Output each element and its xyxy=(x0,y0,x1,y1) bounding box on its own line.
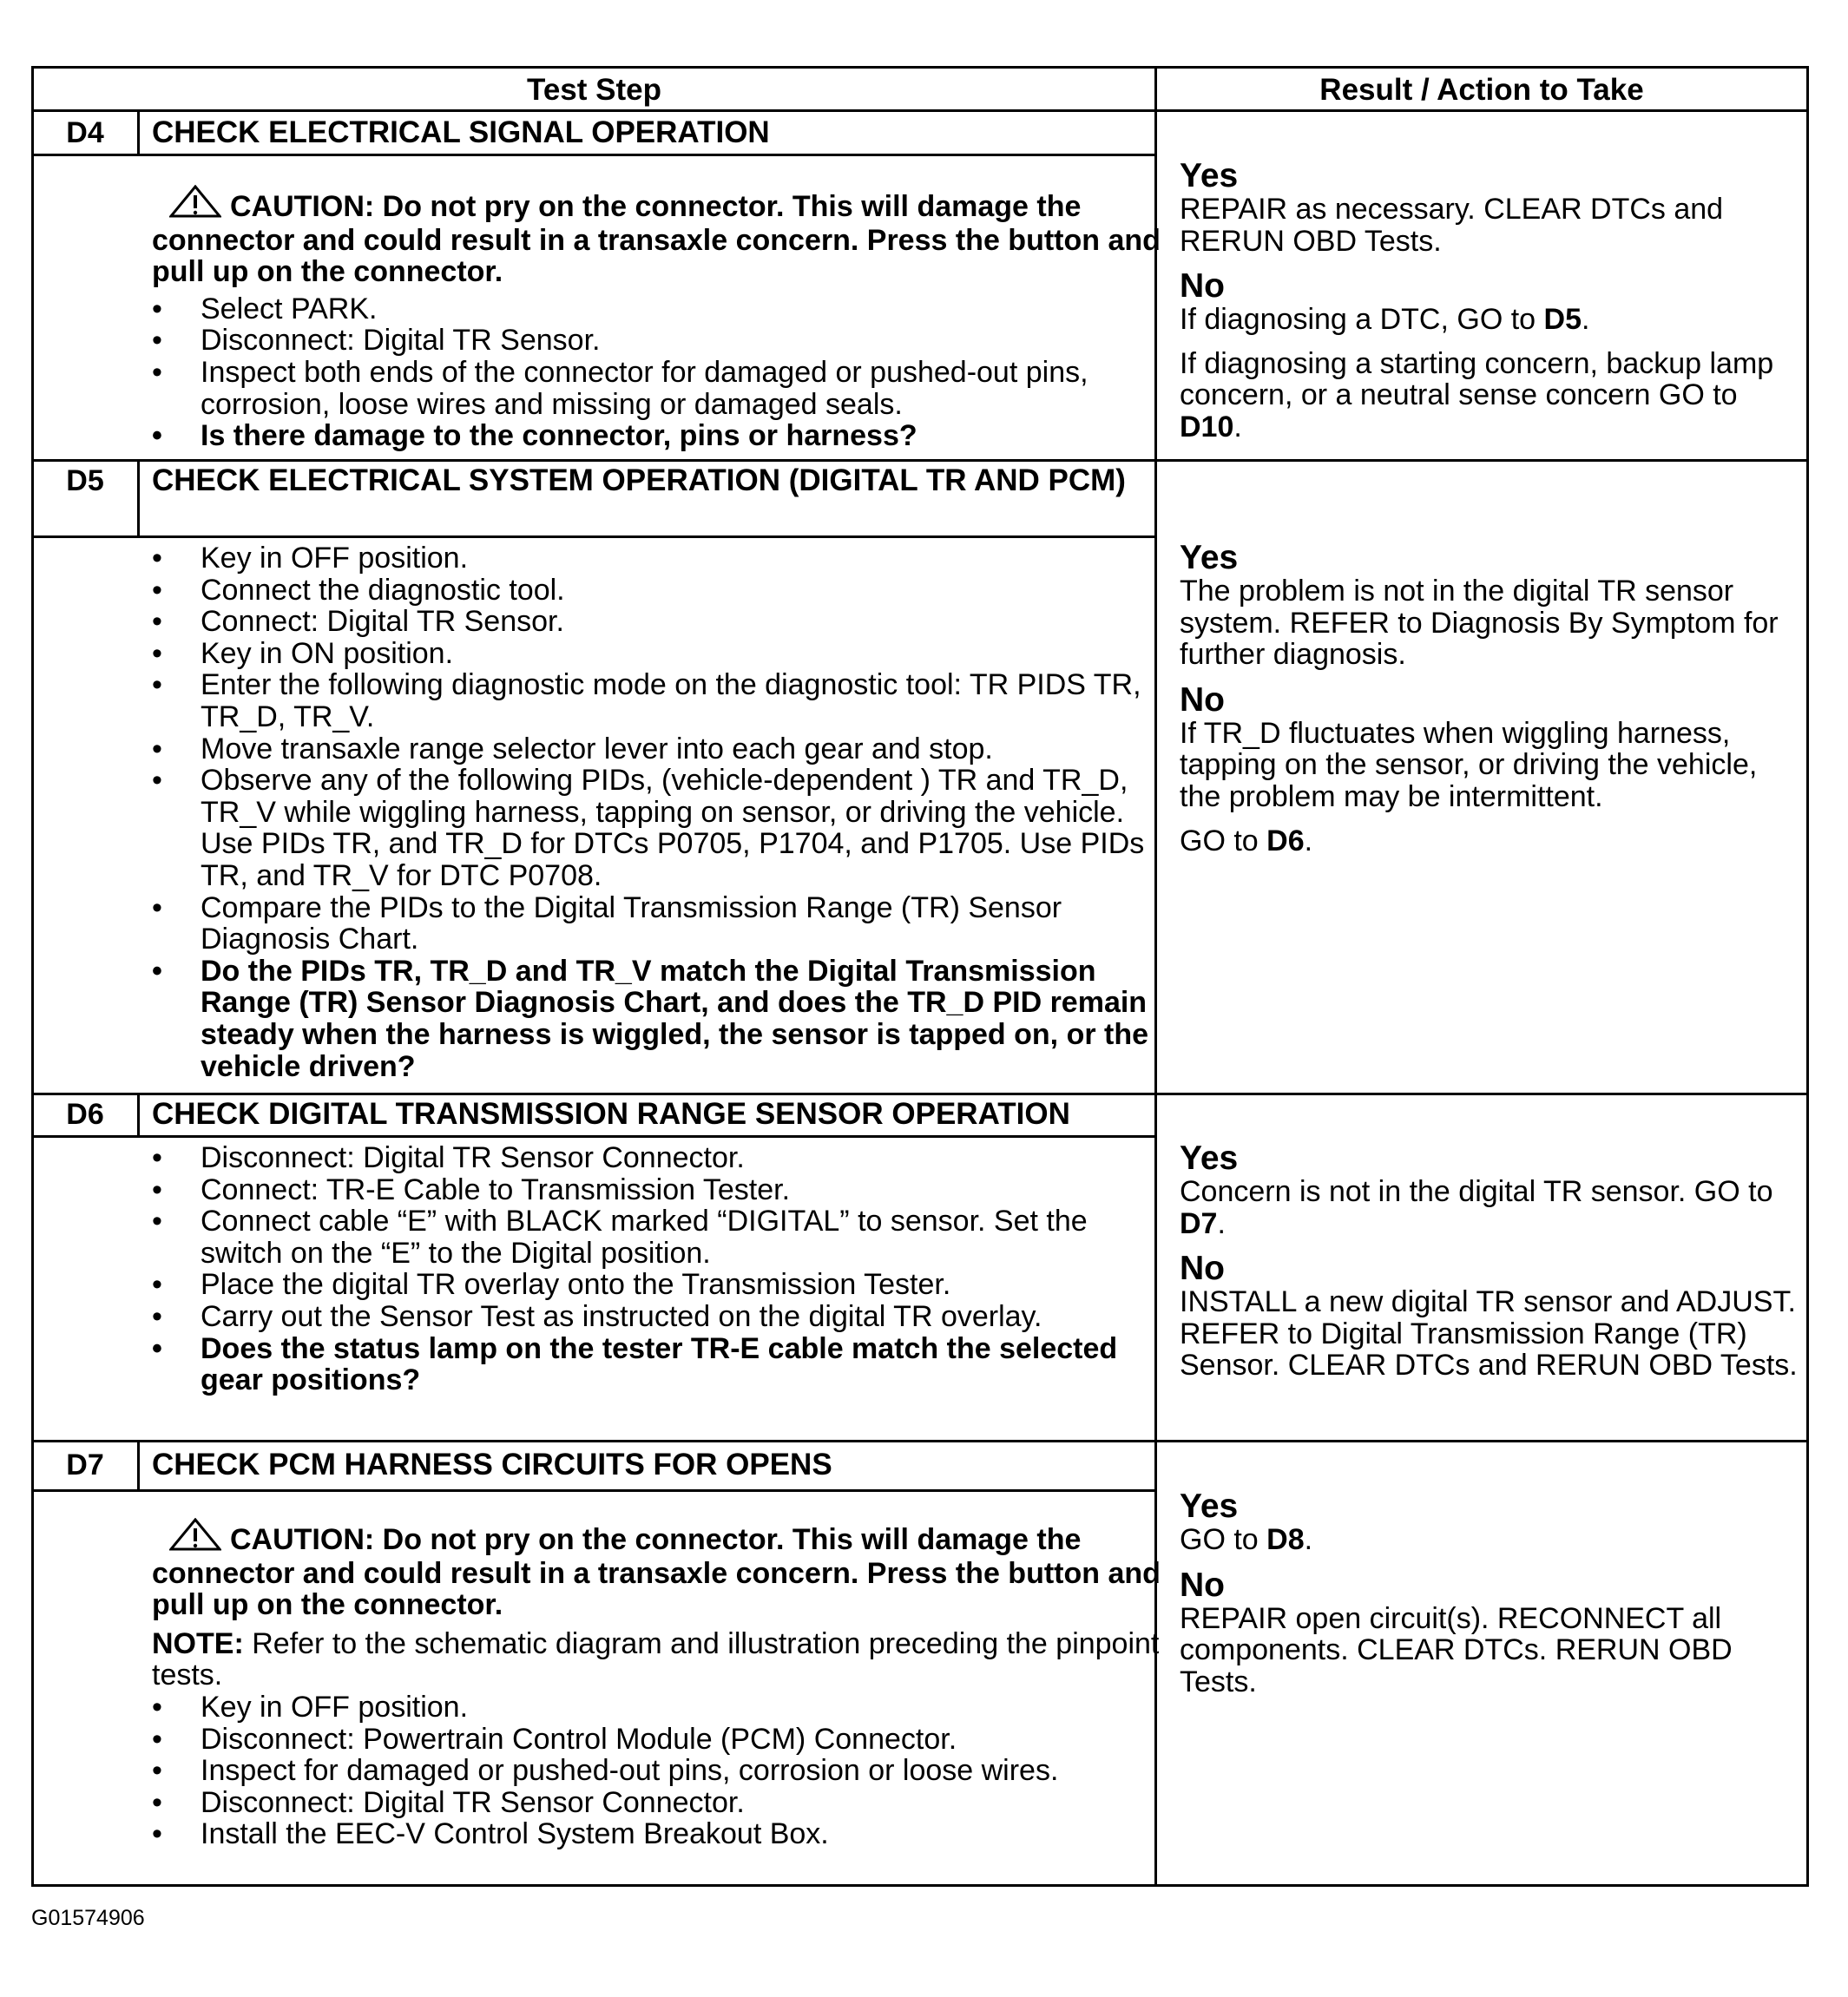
list-item: • Connect: Digital TR Sensor. xyxy=(152,606,1167,638)
step-id-d6: D6 xyxy=(66,1098,104,1131)
list-item: • Key in OFF position. xyxy=(152,542,1167,575)
step-body-d4 xyxy=(152,185,1167,452)
yes-label-d6: Yes xyxy=(1180,1140,1239,1177)
caution-d4 xyxy=(152,185,1167,288)
d5-title-divider xyxy=(34,535,1154,538)
list-item: • Key in ON position. xyxy=(152,638,1167,670)
step-reference: D6 xyxy=(1266,824,1305,857)
punctuation: . xyxy=(1233,410,1242,443)
d6-title-divider xyxy=(34,1135,1154,1138)
step-body-d7 xyxy=(152,1518,1167,1850)
punctuation: . xyxy=(1304,824,1313,857)
question-d6: • Does the status lamp on the tester TR-E cable match the selected gear positions? xyxy=(152,1333,1167,1396)
no-text-d6: INSTALL a new digital TR sensor and ADJUST. REFER to Digital Transmission Range (TR) Sensor. CLEAR DTCs and RERUN OBD Tests. xyxy=(1180,1285,1798,1383)
result-d7 xyxy=(1180,1489,1805,1698)
d4-row-divider xyxy=(34,459,1806,462)
note-d7 xyxy=(152,1628,1167,1692)
d5-row-divider xyxy=(34,1093,1806,1095)
diagnostic-table xyxy=(31,66,1809,1887)
caution-d7 xyxy=(152,1518,1167,1621)
yes-label-d4: Yes xyxy=(1180,157,1239,194)
question-d4: • Is there damage to the connector, pins or harness? xyxy=(152,420,1167,452)
step-reference: D8 xyxy=(1266,1523,1305,1556)
list-item: • Disconnect: Powertrain Control Module (PCM) Connector. xyxy=(152,1724,1167,1756)
step-reference: D7 xyxy=(1180,1206,1218,1240)
step-title-d5: CHECK ELECTRICAL SYSTEM OPERATION (DIGITAL TR AND PCM) xyxy=(152,463,1126,497)
note-label: NOTE: xyxy=(152,1626,244,1660)
no-text-d7: REPAIR open circuit(s). RECONNECT all components. CLEAR DTCs. RERUN OBD Tests. xyxy=(1180,1601,1733,1698)
bullets-d6 xyxy=(152,1142,1167,1396)
list-item: • Connect the diagnostic tool. xyxy=(152,575,1167,607)
result-d5 xyxy=(1180,541,1805,857)
step-reference: D5 xyxy=(1543,303,1582,337)
question-d5: • Do the PIDs TR, TR_D and TR_V match the Digital Transmission Range (TR) Sensor Diagnosis Chart, and does the TR_D PID remain steady when the harness is wiggled, the sensor is tapped on, or the vehicle driven? xyxy=(152,956,1167,1082)
d5-id-divider xyxy=(137,459,140,535)
note-text: Refer to the schematic diagram and illustration preceding the pinpoint tests. xyxy=(152,1626,1160,1692)
list-item: • Compare the PIDs to the Digital Transmission Range (TR) Sensor Diagnosis Chart. xyxy=(152,892,1167,956)
step-reference: D10 xyxy=(1180,410,1234,443)
header-result: Result / Action to Take xyxy=(1319,73,1644,107)
warning-triangle-icon xyxy=(169,185,221,225)
result-d6 xyxy=(1180,1141,1805,1382)
list-item: • Connect cable “E” with BLACK marked “DIGITAL” to sensor. Set the switch on the “E” to the Digital position. xyxy=(152,1205,1167,1269)
no-text-d5: If TR_D fluctuates when wiggling harness, tapping on the sensor, or driving the vehicle, the problem may be intermittent. xyxy=(1180,716,1758,813)
no-text: If diagnosing a starting concern, backup lamp concern, or a neutral sense concern GO to xyxy=(1180,346,1774,412)
list-item: • Disconnect: Digital TR Sensor Connector. xyxy=(152,1142,1167,1174)
list-item: • Carry out the Sensor Test as instructed on the digital TR overlay. xyxy=(152,1301,1167,1333)
d6-id-divider xyxy=(137,1093,140,1135)
yes-label-d7: Yes xyxy=(1180,1488,1239,1525)
yes-label-d5: Yes xyxy=(1180,539,1239,576)
no-text: If diagnosing a DTC, GO to xyxy=(1180,303,1544,337)
list-item: • Connect: TR-E Cable to Transmission Tester. xyxy=(152,1174,1167,1206)
step-id-d5: D5 xyxy=(66,464,104,497)
list-item: • Select PARK. xyxy=(152,293,1167,325)
yes-text-d4: REPAIR as necessary. CLEAR DTCs and RERUN OBD Tests. xyxy=(1180,193,1724,258)
list-item: • Enter the following diagnostic mode on the diagnostic tool: TR PIDS TR, TR_D, TR_V. xyxy=(152,669,1167,732)
d6-row-divider xyxy=(34,1440,1806,1442)
list-item: • Install the EEC-V Control System Breakout Box. xyxy=(152,1818,1167,1850)
caution-text-d4: CAUTION: Do not pry on the connector. This will damage the connector and could result in a transaxle concern. Press the button and pull up on the connector. xyxy=(152,190,1161,289)
list-item: • Inspect both ends of the connector for damaged or pushed-out pins, corrosion, loose wires and missing or damaged seals. xyxy=(152,357,1167,420)
figure-id: G01574906 xyxy=(31,1906,145,1930)
list-item: • Place the digital TR overlay onto the Transmission Tester. xyxy=(152,1269,1167,1301)
yes-text-d7 xyxy=(1180,1524,1805,1556)
caution-text-d7: CAUTION: Do not pry on the connector. This will damage the connector and could result in a transaxle concern. Press the button and pull up on the connector. xyxy=(152,1523,1161,1622)
no-label-d5: No xyxy=(1180,680,1225,719)
bullets-d7 xyxy=(152,1692,1167,1850)
list-item: • Disconnect: Digital TR Sensor Connector. xyxy=(152,1787,1167,1819)
list-item: • Key in OFF position. xyxy=(152,1692,1167,1724)
warning-triangle-icon xyxy=(169,1518,221,1558)
yes-text-d6 xyxy=(1180,1176,1805,1239)
step-title-d4: CHECK ELECTRICAL SIGNAL OPERATION xyxy=(152,115,770,149)
step-body-d5 xyxy=(152,542,1167,1082)
no-label-d7: No xyxy=(1180,1566,1225,1604)
no-label-d4: No xyxy=(1180,267,1225,305)
list-item: • Disconnect: Digital TR Sensor. xyxy=(152,325,1167,357)
step-title-d7: CHECK PCM HARNESS CIRCUITS FOR OPENS xyxy=(152,1448,832,1481)
no-text-d4-1 xyxy=(1180,304,1805,336)
d4-id-divider xyxy=(137,109,140,154)
no-text-d4-2 xyxy=(1180,348,1805,443)
punctuation: . xyxy=(1582,303,1590,337)
punctuation: . xyxy=(1217,1206,1226,1240)
list-item: • Inspect for damaged or pushed-out pins, corrosion or loose wires. xyxy=(152,1755,1167,1787)
list-item: • Observe any of the following PIDs, (vehicle-dependent ) TR and TR_D, TR_V while wiggling harness, tapping on sensor, or driving the vehicle. Use PIDs TR, and TR_D for DTCs P0705, P1704, and P1705. Use PIDs TR, and TR_V for DTC P0708. xyxy=(152,765,1167,891)
d7-title-divider xyxy=(34,1489,1154,1492)
yes-text-d5: The problem is not in the digital TR sensor system. REFER to Diagnosis By Symptom for further diagnosis. xyxy=(1180,575,1779,672)
d7-id-divider xyxy=(137,1440,140,1489)
goto-d5 xyxy=(1180,825,1805,857)
punctuation: . xyxy=(1304,1523,1313,1556)
yes-text: GO to xyxy=(1180,1523,1267,1556)
result-d4 xyxy=(1180,159,1805,443)
step-id-d7: D7 xyxy=(66,1448,104,1481)
goto-text: GO to xyxy=(1180,824,1267,857)
yes-text: Concern is not in the digital TR sensor. GO to xyxy=(1180,1175,1773,1208)
step-title-d6: CHECK DIGITAL TRANSMISSION RANGE SENSOR OPERATION xyxy=(152,1097,1070,1131)
no-label-d6: No xyxy=(1180,1250,1225,1288)
d4-title-divider xyxy=(34,154,1154,156)
list-item: • Move transaxle range selector lever into each gear and stop. xyxy=(152,733,1167,765)
step-body-d6 xyxy=(152,1142,1167,1396)
bullets-d5 xyxy=(152,542,1167,1082)
header-test-step: Test Step xyxy=(527,73,661,107)
bullets-d4 xyxy=(152,293,1167,452)
step-id-d4: D4 xyxy=(66,116,104,149)
